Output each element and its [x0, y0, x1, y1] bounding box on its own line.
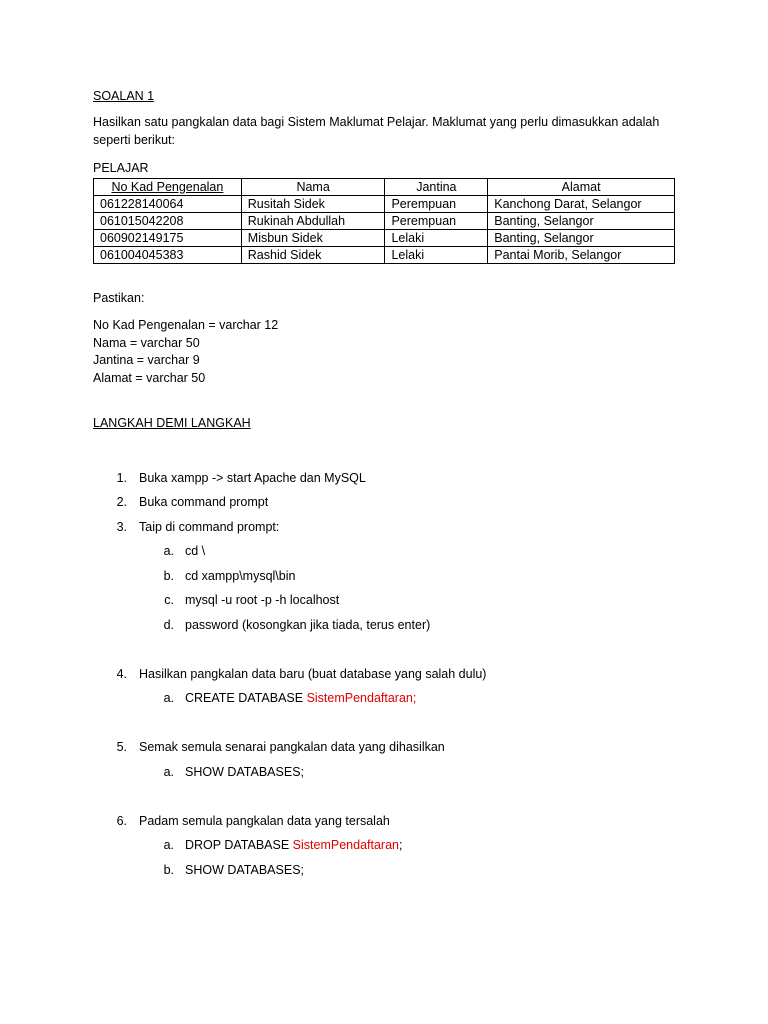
field-spec: Nama = varchar 50 [93, 336, 200, 350]
intro-line-2: seperti berikut: [93, 133, 175, 147]
list-number: 4. [116, 667, 127, 681]
sub-list-item: mysql -u root -p -h localhost [185, 593, 340, 607]
sql-terminator: ; [398, 838, 403, 852]
sub-list-letter: d. [163, 618, 174, 632]
header-alamat: Alamat [488, 179, 675, 196]
cell-jantina: Perempuan [385, 196, 488, 213]
cell-jantina: Lelaki [385, 247, 488, 264]
cell-no-kad: 060902149175 [94, 230, 242, 247]
cell-no-kad: 061015042208 [94, 213, 242, 230]
table-row [94, 213, 675, 230]
sub-list-letter: a. [163, 838, 174, 852]
sub-list-letter: b. [163, 569, 174, 583]
cell-jantina: Lelaki [385, 230, 488, 247]
list-item: Hasilkan pangkalan data baru (buat database yang salah dulu) [139, 667, 487, 681]
table-row [94, 196, 675, 213]
list-number: 5. [116, 740, 127, 754]
header-no-kad: No Kad Pengenalan [94, 179, 242, 196]
cell-no-kad: 061228140064 [94, 196, 242, 213]
sub-list-item: cd \ [185, 544, 206, 558]
field-spec: Alamat = varchar 50 [93, 371, 206, 385]
sub-list-item: SHOW DATABASES; [185, 863, 305, 877]
sub-list-item: SHOW DATABASES; [185, 765, 305, 779]
cell-alamat: Banting, Selangor [488, 230, 675, 247]
cell-nama: Rashid Sidek [241, 247, 385, 264]
database-name-highlight: SistemPendaftaran [292, 838, 399, 852]
sub-list-letter: a. [163, 765, 174, 779]
intro-line-1: Hasilkan satu pangkalan data bagi Sistem Maklumat Pelajar. Maklumat yang perlu dimasukkan adalah [93, 115, 660, 129]
sub-list-letter: c. [164, 593, 174, 607]
question-heading: SOALAN 1 [93, 89, 155, 103]
cell-alamat: Kanchong Darat, Selangor [488, 196, 675, 213]
list-item: Semak semula senarai pangkalan data yang dihasilkan [139, 740, 445, 754]
sub-list-item [185, 838, 402, 852]
sub-list-letter: a. [163, 691, 174, 705]
field-spec: Jantina = varchar 9 [93, 353, 200, 367]
pastikan-label: Pastikan: [93, 291, 145, 305]
cell-no-kad: 061004045383 [94, 247, 242, 264]
cell-alamat: Pantai Morib, Selangor [488, 247, 675, 264]
cell-nama: Rusitah Sidek [241, 196, 385, 213]
cell-jantina: Perempuan [385, 213, 488, 230]
sub-list-letter: b. [163, 863, 174, 877]
header-nama: Nama [241, 179, 385, 196]
list-number: 3. [116, 520, 127, 534]
sub-list-item: password (kosongkan jika tiada, terus enter) [185, 618, 431, 632]
table-row [94, 247, 675, 264]
cell-nama: Rukinah Abdullah [241, 213, 385, 230]
sub-list-letter: a. [163, 544, 174, 558]
table-row [94, 230, 675, 247]
list-item: Taip di command prompt: [139, 520, 280, 534]
sub-list-item: cd xampp\mysql\bin [185, 569, 296, 583]
header-jantina: Jantina [385, 179, 488, 196]
list-item: Buka xampp -> start Apache dan MySQL [139, 471, 366, 485]
table-title: PELAJAR [93, 161, 149, 175]
database-name-highlight: SistemPendaftaran; [306, 691, 417, 705]
table-header-row [94, 179, 675, 196]
list-number: 6. [116, 814, 127, 828]
list-number: 1. [116, 471, 127, 485]
sub-list-item [185, 691, 416, 705]
list-item: Buka command prompt [139, 495, 269, 509]
list-number: 2. [116, 495, 127, 509]
pelajar-table [93, 178, 675, 264]
sql-command: CREATE DATABASE [185, 691, 307, 705]
cell-nama: Misbun Sidek [241, 230, 385, 247]
field-spec: No Kad Pengenalan = varchar 12 [93, 318, 279, 332]
steps-heading: LANGKAH DEMI LANGKAH [93, 416, 251, 430]
list-item: Padam semula pangkalan data yang tersalah [139, 814, 390, 828]
sql-command: DROP DATABASE [185, 838, 293, 852]
cell-alamat: Banting, Selangor [488, 213, 675, 230]
